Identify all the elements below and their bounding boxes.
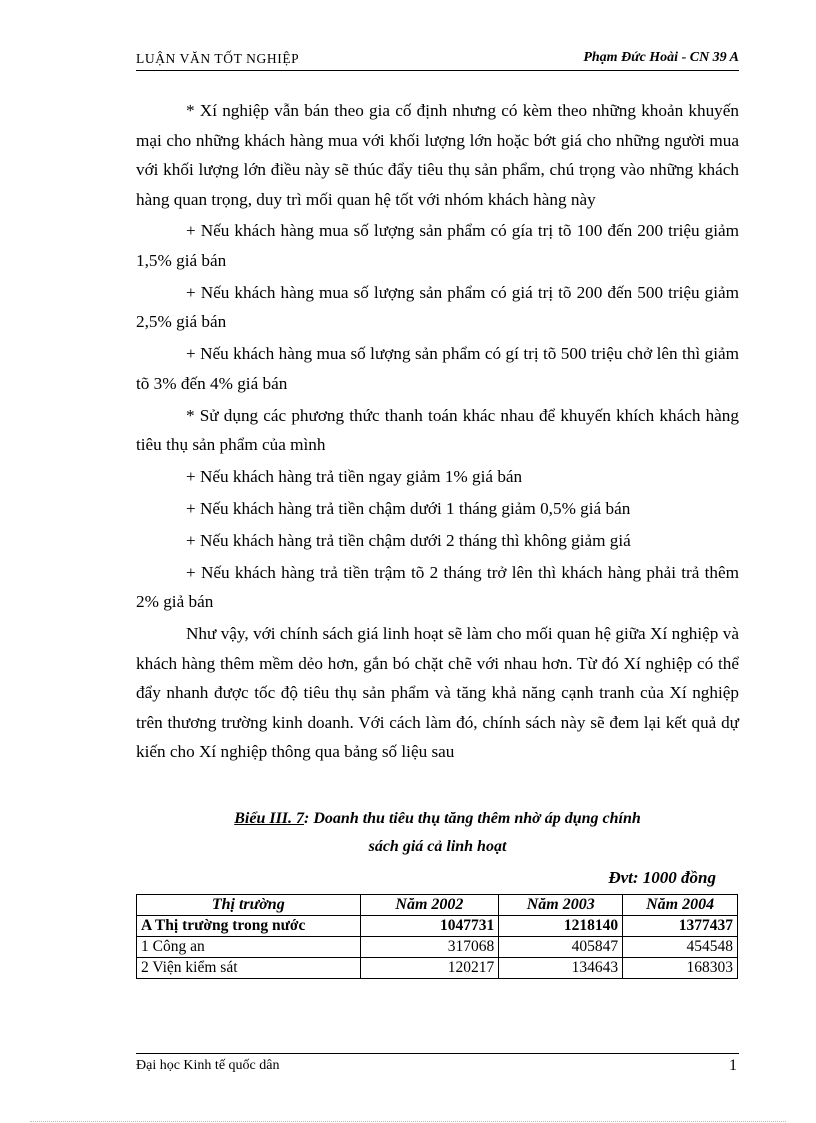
unit-label: Đvt: 1000 đồng <box>608 868 716 887</box>
paragraph: + Nếu khách hàng trả tiền trậm tõ 2 tháng trở lên thì khách hàng phải trả thêm 2% giả bán <box>136 562 739 612</box>
paragraph: + Nếu khách hàng trả tiền ngay giảm 1% giá bán <box>186 466 523 486</box>
cell-value: 405847 <box>499 937 623 958</box>
page-number: 1 <box>729 1057 737 1074</box>
paragraph: + Nếu khách hàng trả tiền chậm dưới 1 tháng giảm 0,5% giá bán <box>186 498 631 518</box>
cell-value: 1377437 <box>623 916 738 937</box>
table-row <box>137 958 738 979</box>
page-footer <box>136 1053 739 1074</box>
header-author: Phạm Đức Hoài - CN 39 A <box>583 50 739 65</box>
table-caption-line2: sách giá cả linh hoạt <box>368 838 507 855</box>
row-name: A Thị trường trong nước <box>137 916 361 937</box>
table-row <box>137 916 738 937</box>
revenue-table <box>136 894 738 979</box>
paragraph: * Xí nghiệp vẫn bán theo gia cố định nhưng có kèm theo những khoản khuyến mại cho những khách hàng mua với khối lượng lớn hoặc bớt giá cho những người mua với khối lượng lớn điều này sẽ thúc đẩy tiêu thụ sản phẩm, chú trọng vào những khách hàng quan trọng, duy trì mối quan hệ tốt với nhóm khách hàng này <box>136 101 739 209</box>
cell-value: 120217 <box>360 958 499 979</box>
paragraph: + Nếu khách hàng mua số lượng sản phẩm có gía trị tõ 100 đến 200 triệu giảm 1,5% giá bán <box>136 221 739 270</box>
header-cell: Năm 2003 <box>499 895 623 916</box>
paragraph: + Nếu khách hàng trả tiền chậm dưới 2 tháng thì không giảm giá <box>186 530 631 550</box>
cell-value: 134643 <box>499 958 623 979</box>
caption-label: Biểu III. 7 <box>234 810 305 827</box>
table-row <box>137 937 738 958</box>
row-name: 2 Viện kiểm sát <box>137 958 361 979</box>
paragraph: + Nếu khách hàng mua số lượng sản phẩm có gí trị tõ 500 triệu chở lên thì giảm tõ 3% đến 4% giá bán <box>136 344 739 393</box>
header-title: LUẬN VĂN TỐT NGHIỆP <box>136 51 300 66</box>
cell-value: 168303 <box>623 958 738 979</box>
paragraph: * Sử dụng các phương thức thanh toán khác nhau để khuyến khích khách hàng tiêu thụ sản phẩm của mình <box>136 405 739 455</box>
footer-institution: Đại học Kinh tế quốc dân <box>136 1058 280 1073</box>
cell-value: 1047731 <box>360 916 499 937</box>
header-cell: Năm 2002 <box>360 895 499 916</box>
table-header-row <box>137 895 738 916</box>
body-text <box>136 96 739 769</box>
cell-value: 454548 <box>623 937 738 958</box>
cell-value: 317068 <box>360 937 499 958</box>
row-name: 1 Công an <box>137 937 361 958</box>
paragraph: Như vậy, với chính sách giá linh hoạt sẽ làm cho mối quan hệ giữa Xí nghiệp và khách hàng thêm mềm dẻo hơn, gắn bó chặt chẽ với nhau hơn. Từ đó Xí nghiệp có thể đẩy nhanh được tốc độ tiêu thụ sản phẩm và tăng khả năng cạnh tranh của Xí nghiệp trên thương trường kinh doanh. Với cách làm đó, chính sách này sẽ đem lại kết quả dự kiến cho Xí nghiệp thông qua bảng số liệu sau <box>136 624 739 762</box>
caption-title: : Doanh thu tiêu thụ tăng thêm nhờ áp dụng chính <box>304 810 641 827</box>
paragraph: + Nếu khách hàng mua số lượng sản phẩm có giá trị tõ 200 đến 500 triệu giảm 2,5% giá bán <box>136 282 739 332</box>
page-bottom-divider <box>30 1121 786 1122</box>
cell-value: 1218140 <box>499 916 623 937</box>
header-cell: Năm 2004 <box>623 895 738 916</box>
table-caption <box>136 810 739 828</box>
header-cell: Thị trường <box>137 895 361 916</box>
page-header <box>136 50 739 71</box>
